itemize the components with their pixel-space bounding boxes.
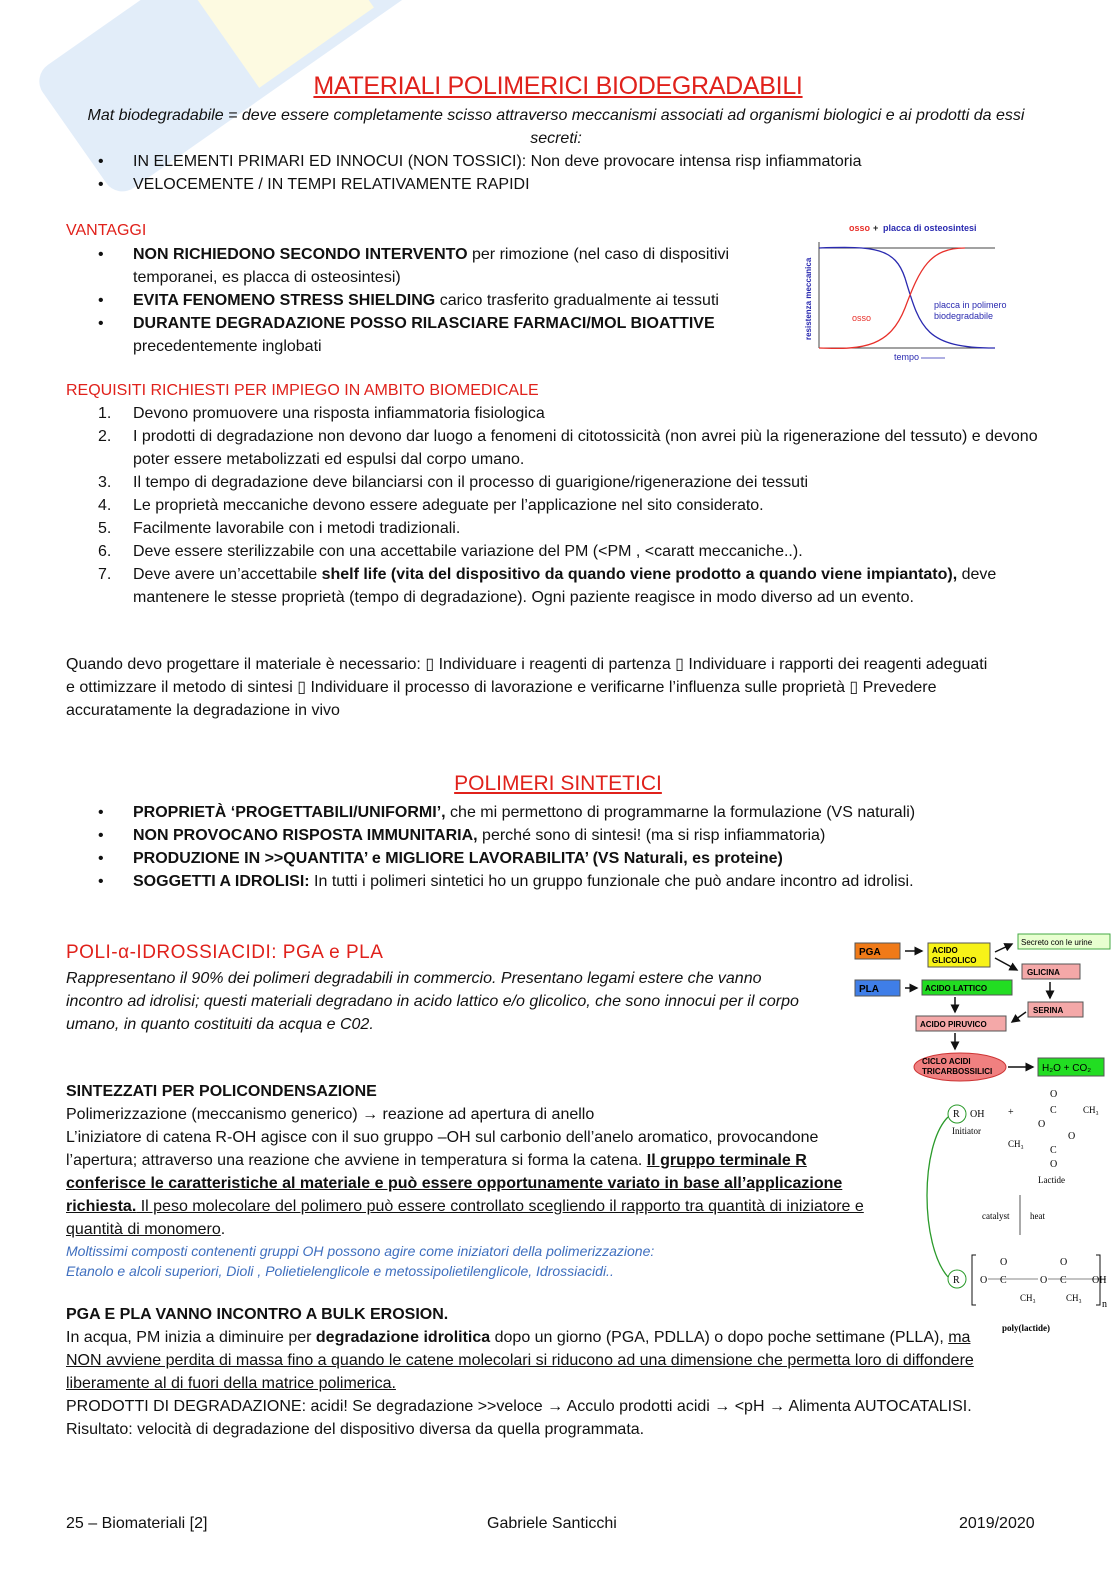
requisiti-heading: REQUISITI RICHIESTI PER IMPIEGO IN AMBITO BIOMEDICALE bbox=[66, 382, 539, 399]
r-group: R bbox=[953, 1275, 960, 1286]
bulk-section bbox=[66, 1303, 1001, 1441]
oh-group: OH bbox=[1092, 1275, 1107, 1286]
chart-ylabel: resistenza meccanica bbox=[804, 257, 813, 340]
box-acido-piruvico: ACIDO PIRUVICO bbox=[920, 1020, 987, 1029]
paragraph-end: . bbox=[220, 1221, 226, 1238]
item-text: deve mantenere le stesse proprietà (tempo di degradazione). Ogni paziente reagisce in modo diverso ad un evento. bbox=[133, 566, 997, 606]
box-serina: SERINA bbox=[1033, 1006, 1064, 1015]
note-line: Etanolo e alcoli superiori, Dioli , Polietielenglicole e metossipolietilenglicole, Idrossiacidi.. bbox=[66, 1263, 614, 1279]
box-ciclo-acidi: CICLO ACIDI bbox=[922, 1057, 971, 1066]
atom-c: C bbox=[1050, 1145, 1057, 1156]
box-acido-glicolico: ACIDO bbox=[932, 946, 958, 955]
osso-curve bbox=[819, 248, 965, 348]
item-text: precedentemente inglobati bbox=[133, 338, 322, 355]
sintetici-list bbox=[66, 801, 1066, 893]
item-number: 4. bbox=[98, 497, 112, 514]
footer-right: 2019/2020 bbox=[959, 1515, 1035, 1532]
item-bold: NON PROVOCANO RISPOSTA IMMUNITARIA, bbox=[133, 827, 478, 844]
item-text: Devono promuovere una risposta infiammatoria fisiologica bbox=[133, 405, 545, 422]
footer-center: Gabriele Santicchi bbox=[487, 1515, 617, 1532]
item-bold: SOGGETTI A IDROLISI: bbox=[133, 873, 310, 890]
list-item bbox=[66, 517, 1066, 540]
item-text: Facilmente lavorabile con i metodi tradizionali. bbox=[133, 520, 461, 537]
list-item bbox=[66, 243, 766, 289]
label-placca-2: biodegradabile bbox=[934, 311, 994, 321]
paragraph-bold: degradazione idrolitica bbox=[315, 1329, 491, 1346]
page-title: MATERIALI POLIMERICI BIODEGRADABILI bbox=[313, 72, 803, 100]
item-text: Le proprietà meccaniche devono essere adeguate per l’applicazione nel sito considerato. bbox=[133, 497, 764, 514]
bulk-line: Risultato: velocità di degradazione del dispositivo diversa da quella programmata. bbox=[66, 1421, 645, 1438]
oh-group: OH bbox=[970, 1109, 985, 1120]
item-text: carico trasferito gradualmente ai tessuti bbox=[435, 292, 719, 309]
item-text: perché sono di sintesi! (ma si risp infiammatoria) bbox=[477, 827, 826, 844]
label-placca: placca in polimero bbox=[934, 300, 1007, 310]
box-ciclo-acidi-2: TRICARBOSSILICI bbox=[922, 1067, 993, 1076]
placca-curve bbox=[819, 247, 995, 348]
atom-o: O bbox=[1038, 1119, 1046, 1130]
item-number: 5. bbox=[98, 520, 112, 537]
paragraph-bold-underlined: Il gruppo terminale R conferisce le caratteristiche al materiale e può essere opportunamente variato in base all’applicazione richiesta. bbox=[66, 1152, 843, 1215]
item-number: 2. bbox=[98, 428, 112, 445]
ch3-group: CH₃ bbox=[1020, 1293, 1036, 1303]
intro-definition: Mat biodegradabile = deve essere completamente scisso attraverso meccanismi associati ad organismi biologici e ai prodotti da essi secreti: bbox=[87, 107, 1025, 147]
box-pla: PLA bbox=[859, 984, 879, 995]
heat-label: heat bbox=[1030, 1211, 1045, 1221]
list-item: • IN ELEMENTI PRIMARI ED INNOCUI (NON TOSSICI): Non deve provocare intensa risp infiammatoria bbox=[66, 150, 1066, 173]
paragraph-text: L’iniziatore di catena R-OH agisce con il suo gruppo –OH sul carbonio dell’anelo aromatico, provocandone l’apertura; attraverso una reazione che avviene in temperatura si forma la catena. bbox=[66, 1129, 819, 1169]
green-arrow bbox=[927, 1117, 948, 1277]
box-glicina: GLICINA bbox=[1027, 968, 1060, 977]
list-item bbox=[66, 870, 1066, 893]
item-number: 7. bbox=[98, 566, 112, 583]
ring-opening-polymerization-scheme bbox=[920, 1085, 1116, 1340]
chart-title-placca: placca di osteosintesi bbox=[883, 223, 977, 233]
paragraph-underlined: ma NON avviene perdita di massa fino a quando le catene molecolari si riducono ad una dimensione che permetta loro di diffondere liberamente al di fuori della matrice polimerica. bbox=[66, 1329, 974, 1392]
intro-list bbox=[66, 150, 1066, 196]
ch3-group: CH₃ bbox=[1083, 1105, 1099, 1115]
resistance-chart bbox=[795, 218, 1025, 368]
bulk-heading: PGA E PLA VANNO INCONTRO A BULK EROSION. bbox=[66, 1306, 449, 1323]
list-item bbox=[66, 494, 1066, 517]
atom-o: O bbox=[1050, 1159, 1058, 1170]
label-osso: osso bbox=[852, 313, 872, 323]
sintezzati-line: Polimerizzazione (meccanismo generico) → reazione ad apertura di anello bbox=[66, 1106, 595, 1123]
repeat-n: n bbox=[1102, 1299, 1107, 1310]
list-item bbox=[66, 289, 766, 312]
atom-c: C bbox=[1000, 1275, 1007, 1286]
list-item bbox=[66, 824, 1066, 847]
list-item bbox=[66, 312, 766, 358]
item-bold: PRODUZIONE IN >>QUANTITA’ e MIGLIORE LAVORABILITA’ (VS Naturali, es proteine) bbox=[133, 850, 783, 867]
list-item bbox=[66, 563, 1066, 609]
item-bold: DURANTE DEGRADAZIONE POSSO RILASCIARE FARMACI/MOL BIOATTIVE bbox=[133, 315, 715, 332]
item-number: 6. bbox=[98, 543, 112, 560]
item-bold: PROPRIETÀ ‘PROGETTABILI/UNIFORMI’, bbox=[133, 804, 446, 821]
list-item bbox=[66, 801, 1066, 824]
initiator-label: Initiator bbox=[952, 1126, 981, 1136]
requisiti-list bbox=[66, 402, 1066, 609]
lactide-label: Lactide bbox=[1038, 1175, 1065, 1185]
chart-xlabel: tempo bbox=[894, 352, 920, 362]
r-group: R bbox=[953, 1109, 960, 1120]
atom-o: O bbox=[1000, 1257, 1008, 1268]
sintezzati-section bbox=[66, 1080, 876, 1281]
poli-paragraph: Rappresentano il 90% dei polimeri degradabili in commercio. Presentano legami estere che vanno incontro ad idrolisi; questi materiali degradano in acido lattico e/o glicolico, che sono innocui per il corpo umano, in quanto costituiti da acqua e C02. bbox=[66, 970, 799, 1033]
atom-c: C bbox=[1050, 1105, 1057, 1116]
item-number: 3. bbox=[98, 474, 112, 491]
item-text: che mi permettono di programmarne la formulazione (VS naturali) bbox=[445, 804, 916, 821]
list-item bbox=[66, 847, 1066, 870]
box-pga: PGA bbox=[859, 947, 881, 958]
item-number: 1. bbox=[98, 405, 112, 422]
item-text: per rimozione (nel caso di dispositivi temporanei, es placca di osteosintesi) bbox=[133, 246, 730, 286]
sintetici-heading: POLIMERI SINTETICI bbox=[454, 772, 662, 795]
list-item bbox=[66, 425, 1066, 471]
sintezzati-paragraph bbox=[66, 1126, 876, 1241]
degradation-pathway-diagram bbox=[850, 930, 1112, 1085]
paragraph-text: dopo un giorno (PGA, PDLLA) o dopo poche settimane (PLLA), bbox=[490, 1329, 949, 1346]
atom-o: O bbox=[1040, 1275, 1048, 1286]
bulk-line: PRODOTTI DI DEGRADAZIONE: acidi! Se degradazione >>veloce → Acculo prodotti acidi → <pH → Alimenta AUTOCATALISI. bbox=[66, 1398, 972, 1415]
ch3-group: CH₃ bbox=[1066, 1293, 1082, 1303]
chart-title-plus: + bbox=[873, 223, 879, 233]
atom-o: O bbox=[1050, 1089, 1058, 1100]
atom-c: C bbox=[1060, 1275, 1067, 1286]
item-text: Deve avere un’accettabile bbox=[133, 566, 322, 583]
vantaggi-heading: VANTAGGI bbox=[66, 222, 147, 239]
item-text: Il tempo di degradazione deve bilanciarsi con il processo di guarigione/rigenerazione dei tessuti bbox=[133, 474, 809, 491]
list-item bbox=[66, 540, 1066, 563]
atom-o: O bbox=[980, 1275, 988, 1286]
poli-heading: POLI-α-IDROSSIACIDI: PGA e PLA bbox=[66, 942, 384, 963]
list-item bbox=[66, 471, 1066, 494]
atom-o: O bbox=[1060, 1257, 1068, 1268]
sintezzati-heading: SINTEZZATI PER POLICONDENSAZIONE bbox=[66, 1083, 377, 1100]
footer-left: 25 – Biomateriali [2] bbox=[66, 1515, 208, 1532]
vantaggi-list bbox=[66, 243, 766, 358]
ch3-group: CH₃ bbox=[1008, 1139, 1024, 1149]
progettare-paragraph: Quando devo progettare il materiale è necessario: ▯ Individuare i reagenti di partenza ▯ Individuare i rapporti dei reagenti adeguati e ottimizzare il metodo di sintesi ▯ Individuare il processo di lavorazione e verificarne l’influenza sulle proprietà ▯ Prevedere accuratamente la degradazione in vivo bbox=[66, 656, 988, 719]
box-acido-lattico: ACIDO LATTICO bbox=[925, 984, 988, 993]
item-text: I prodotti di degradazione non devono dar luogo a fenomeni di citotossicità (non avrei più la rigenerazione del tessuto) e devono poter essere metabolizzati ed espulsi dal corpo umano. bbox=[133, 428, 1038, 468]
box-h2o-co2: H₂O + CO₂ bbox=[1042, 1063, 1092, 1074]
item-bold: NON RICHIEDONO SECONDO INTERVENTO bbox=[133, 246, 468, 263]
polylactide-label: poly(lactide) bbox=[1002, 1323, 1050, 1333]
box-acido-glicolico-2: GLICOLICO bbox=[932, 956, 977, 965]
box-urine: Secreto con le urine bbox=[1021, 938, 1093, 947]
list-item bbox=[66, 402, 1066, 425]
bulk-paragraph bbox=[66, 1326, 1001, 1395]
note-line: Moltissimi composti contenenti gruppi OH possono agire come iniziatori della polimerizzazione: bbox=[66, 1243, 655, 1259]
paragraph-underlined: Il peso molecolare del polimero può essere controllato scegliendo il rapporto tra quantità di iniziatore e quantità di monomero bbox=[66, 1198, 864, 1238]
paragraph-text: In acqua, PM inizia a diminuire per bbox=[66, 1329, 316, 1346]
item-text: In tutti i polimeri sintetici ho un gruppo funzionale che può andare incontro ad idrolisi. bbox=[309, 873, 914, 890]
catalyst-label: catalyst bbox=[982, 1211, 1010, 1221]
item-bold: EVITA FENOMENO STRESS SHIELDING bbox=[133, 292, 436, 309]
svg-text:+: + bbox=[1008, 1107, 1014, 1118]
item-bold: shelf life (vita del dispositivo da quando viene prodotto a quando viene impiantato), bbox=[321, 566, 958, 583]
list-item: • VELOCEMENTE / IN TEMPI RELATIVAMENTE RAPIDI bbox=[66, 173, 1066, 196]
item-text: Deve essere sterilizzabile con una accettabile variazione del PM (<PM , <caratt meccaniche..). bbox=[133, 543, 803, 560]
atom-o: O bbox=[1068, 1131, 1076, 1142]
chart-title-osso: osso bbox=[849, 223, 871, 233]
